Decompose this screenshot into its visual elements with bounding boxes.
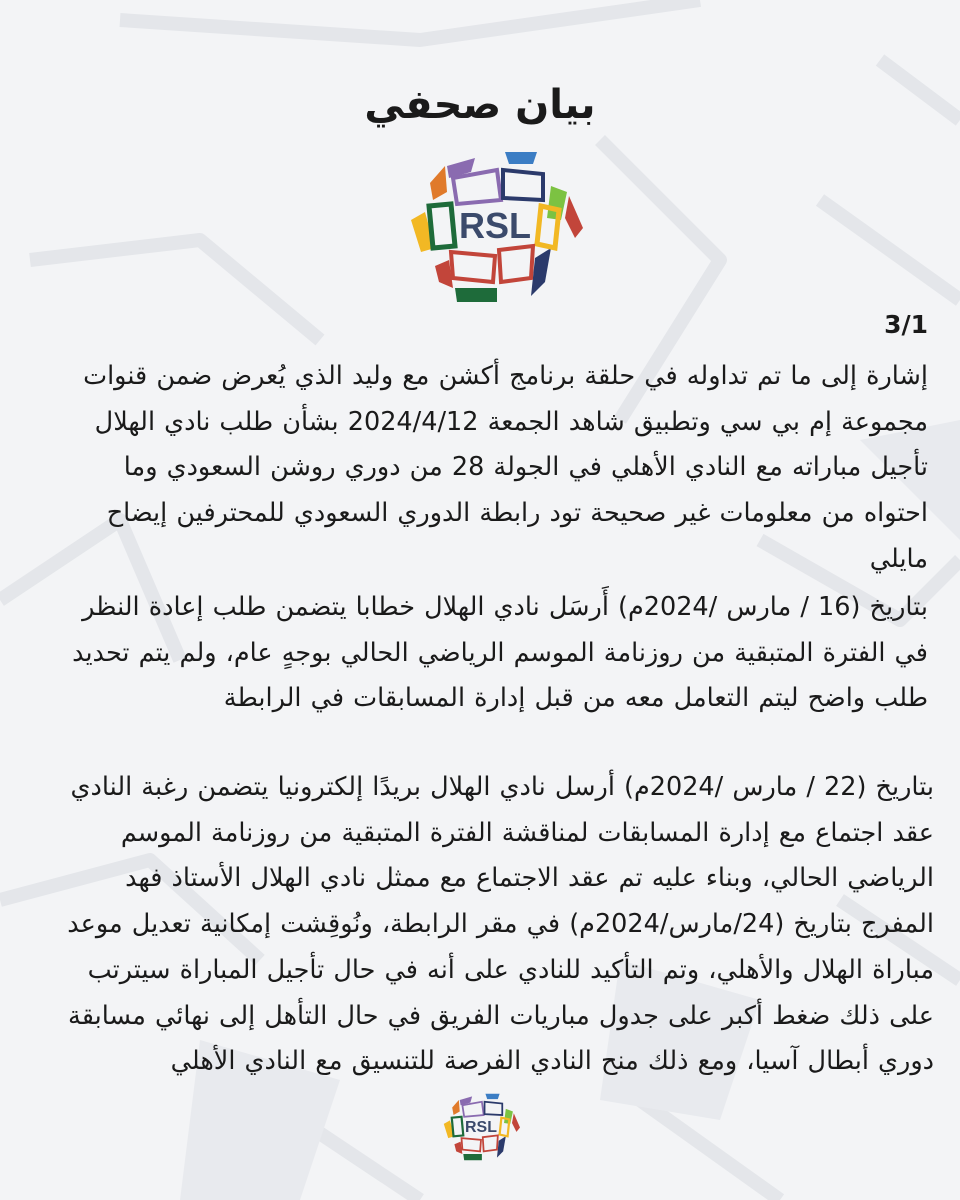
rsl-logo-footer	[441, 1092, 521, 1162]
page-number: 3/1	[884, 310, 928, 339]
page-title: بيان صحفي	[364, 82, 596, 128]
logo-tile-navy	[503, 170, 543, 200]
logo-petal-red	[565, 196, 583, 238]
footer-logo-text: RSL	[465, 1118, 497, 1136]
logo-tile-green	[429, 204, 455, 248]
logo-petal-green-bottom	[455, 288, 497, 302]
paragraph-3: بتاريخ (22 / مارس /2024م) أرسل نادي الهلال بريدًا إلكترونيا يتضمن رغبة النادي عقد اجتماع مع إدارة المسابقات لمناقشة الفترة المتبقية من روزنامة الموسم الرياضي الحالي، وبناء عليه تم عقد الاجتماع مع ممثل نادي الهلال الأستاذ فهد المفرج بتاريخ (24/مارس/2024م) في مقر الرابطة، ونُوقِشت إمكانية تعديل موعد مباراة الهلال والأهلي، وتم التأكيد للنادي على أنه في حال تأجيل المباراة سيترتب على ذلك ضغط أكبر على جدول مباريات الفريق في حال التأهل إلى نهائي مسابقة دوري أبطال آسيا، ومع ذلك منح النادي الفرصة للتنسيق مع النادي الأهلي	[67, 772, 934, 1077]
logo-text: RSL	[459, 205, 531, 246]
logo-petal-blue-top	[505, 152, 537, 164]
rsl-logo	[405, 148, 585, 306]
logo-tile-red	[451, 252, 495, 282]
logo-tile-red-right	[499, 246, 533, 282]
logo-petal-orange-top	[430, 166, 447, 200]
paragraph-2: بتاريخ (16 / مارس /2024م) أَرسَل نادي الهلال خطابا يتضمن طلب إعادة النظر في الفترة المتبقية من روزنامة الموسم الرياضي الحالي بوجهٍ عام، ولم يتم تحديد طلب واضح ليتم التعامل معه من قبل إدارة المسابقات في الرابطة	[72, 592, 928, 714]
paragraph-1: إشارة إلى ما تم تداوله في حلقة برنامج أكشن مع وليد الذي يُعرض ضمن قنوات مجموعة إم بي سي وتطبيق شاهد الجمعة 2024/4/12 بشأن طلب نادي الهلال تأجيل مباراته مع النادي الأهلي في الجولة 28 من دوري روشن السعودي وما احتواه من معلومات غير صحيحة تود رابطة الدوري السعودي للمحترفين إيضاح مايلي	[83, 361, 928, 574]
logo-tile-purple	[453, 170, 501, 204]
